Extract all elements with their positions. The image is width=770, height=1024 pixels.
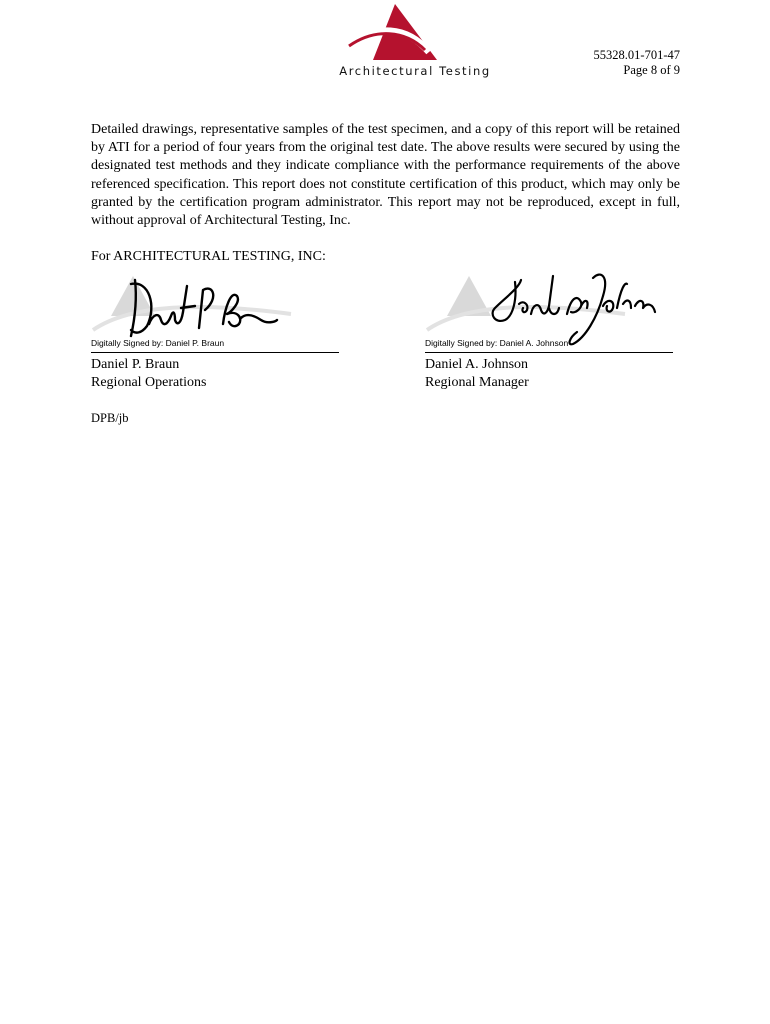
digital-signature-caption: Digitally Signed by: Daniel P. Braun [91,338,225,348]
triangle-swoosh-logo-icon [345,2,485,64]
signature-line [425,352,673,353]
typist-initials: DPB/jb [91,411,129,425]
company-signoff-line: For ARCHITECTURAL TESTING, INC: [91,249,326,264]
signer-title: Regional Manager [425,375,529,390]
signature-block-braun [91,268,341,393]
signature-block-johnson [425,268,675,393]
signature-line [91,352,339,353]
report-number: 55328.01-701-47 [593,48,680,62]
company-logo [335,2,495,80]
digital-signature-caption: Digitally Signed by: Daniel A. Johnson [425,338,569,348]
logo-text: Architectural Testing [339,64,491,78]
page-indicator: Page 8 of 9 [623,63,680,77]
signer-name: Daniel A. Johnson [425,357,529,372]
signer-name: Daniel P. Braun [91,357,180,372]
retention-paragraph: Detailed drawings, representative samples of the test specimen, and a copy of this report will be retained by ATI for a period of four years from the original test date. The above results were secured by using the designated test methods and they indicate compliance with the performance requirements of the above referenced specification. This report does not constitute certification of this product, which may only be granted by the certification program administrator. This report may not be reproduced, except in full, without approval of Architectural Testing, Inc. [91,122,680,229]
report-reference [594,48,680,78]
signer-title: Regional Operations [91,375,207,390]
